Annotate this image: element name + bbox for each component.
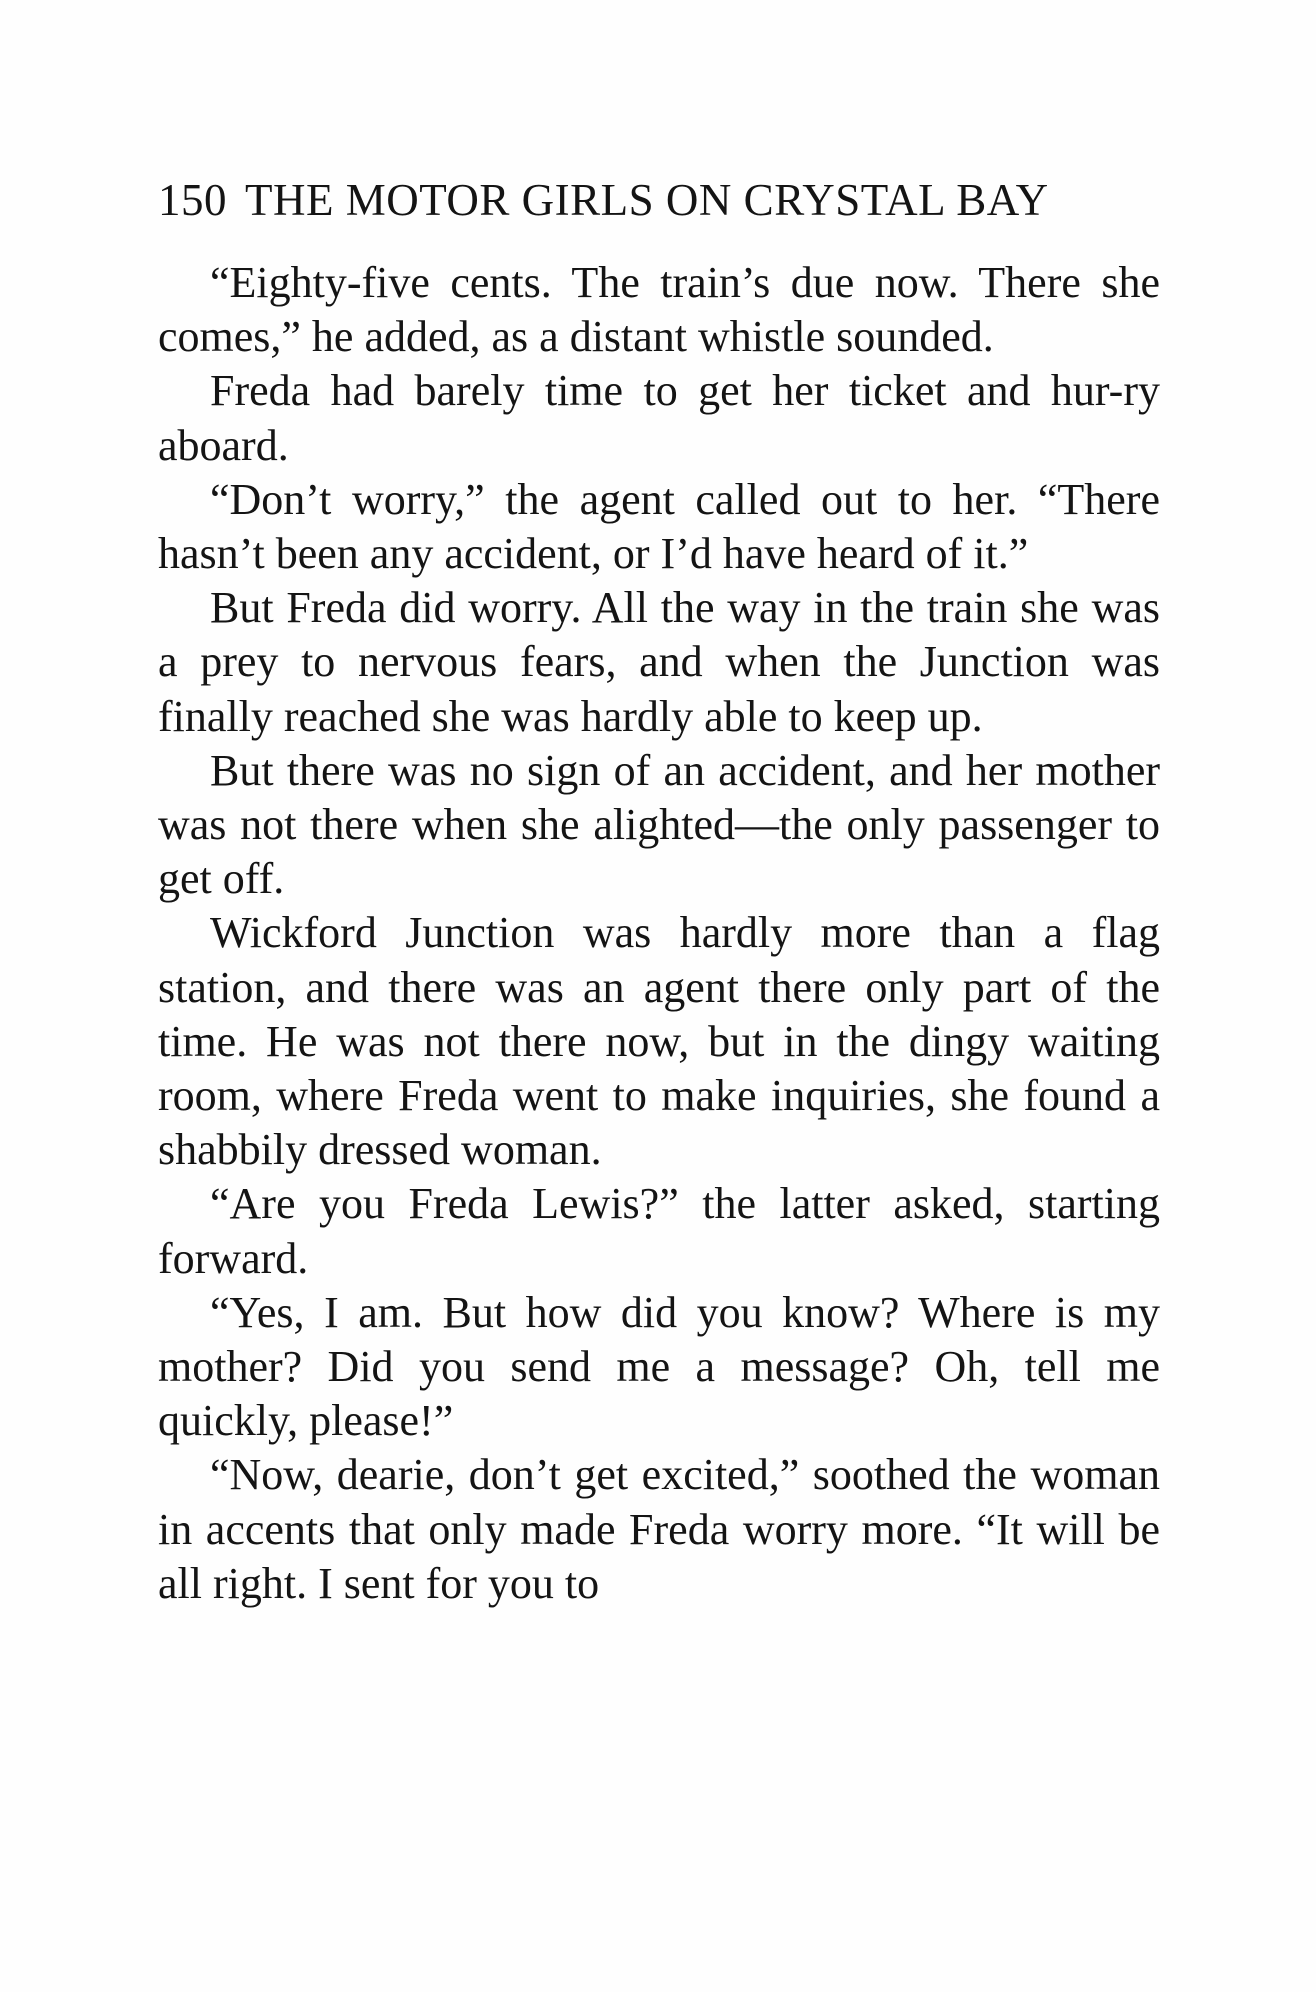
paragraph: Wickford Junction was hardly more than a flag station, and there was an agent there only part of the time. He was not there now, but in the dingy waiting room, where Freda went to make inquiries, she found a shabbily dressed woman. bbox=[158, 908, 1160, 1175]
paragraph: “Eighty-five cents. The train’s due now. There she comes,” he added, as a distant whistle sounded. bbox=[158, 258, 1160, 362]
paragraph: “Yes, I am. But how did you know? Where is my mother? Did you send me a message? Oh, tell me quickly, please!” bbox=[158, 1287, 1160, 1446]
paragraph: “Are you Freda Lewis?” the latter asked, starting forward. bbox=[158, 1179, 1160, 1283]
body-text bbox=[158, 256, 1160, 1611]
paragraph: “Now, dearie, don’t get excited,” soothed the woman in accents that only made Freda worry more. “It will be all right. I sent for you to bbox=[158, 1450, 1160, 1608]
paragraph: Freda had barely time to get her ticket and hur-ry aboard. bbox=[158, 366, 1160, 470]
paragraph: “Don’t worry,” the agent called out to her. “There hasn’t been any accident, or I’d have heard of it.” bbox=[158, 474, 1160, 579]
running-title: THE MOTOR GIRLS ON CRYSTAL BAY bbox=[245, 175, 1049, 225]
running-head bbox=[158, 170, 1158, 230]
paragraph: But Freda did worry. All the way in the train she was a prey to nervous fears, and when the Junction was finally reached she was hardly able to keep up. bbox=[158, 583, 1160, 741]
page-number: 150 bbox=[158, 175, 227, 225]
paragraph: But there was no sign of an accident, and her mother was not there when she alighted—the only passenger to get off. bbox=[158, 745, 1160, 904]
